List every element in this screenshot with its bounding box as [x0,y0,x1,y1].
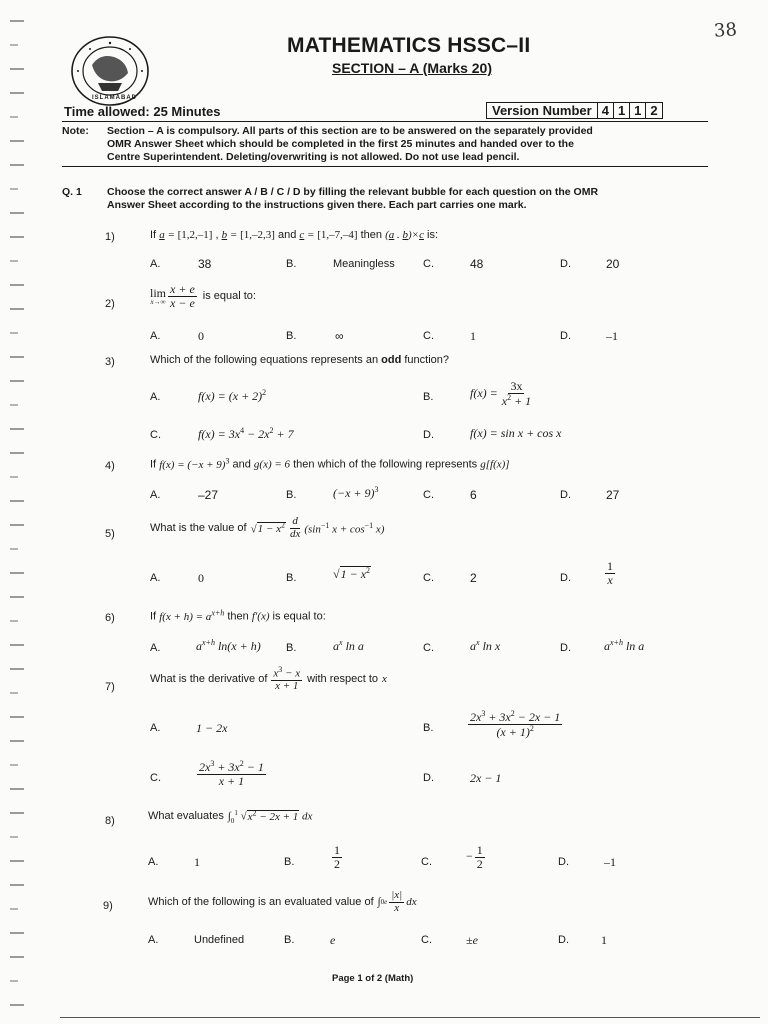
question-text [148,890,417,914]
board-seal-logo [70,35,150,107]
question-word: then [227,610,249,623]
option-math: 1 − 2x [196,721,228,735]
binding-mark [10,884,24,886]
option-letter: C. [150,429,161,441]
question-word: What is the value of [150,522,247,535]
question-number: 8) [105,815,115,827]
option-letter: D. [560,258,571,270]
option-letter: D. [560,642,571,654]
binding-mark [10,188,18,190]
option-math: − $\frac{1}{2}$ [466,843,483,871]
version-digit: 4 [597,103,613,118]
vector-a-value: [1,2,–1] [177,229,213,241]
binding-mark [10,140,24,142]
derivative-expression: f′(x) [251,610,270,623]
question-text: If a = [1,2,–1] , b = [1,–2,3] and c = [1,–7,–4] then (a . b)×c is: [150,229,439,241]
binding-mark [10,620,18,622]
inverse-trig-sum: ($\sin^{-1}$ $x + \cos^{-1} x$) [304,520,385,536]
binding-mark [10,668,24,670]
binding-mark [10,476,18,478]
binding-mark [10,788,24,790]
binding-mark [10,716,24,718]
binding-mark [10,356,24,358]
option-value: 2 [470,571,477,585]
page-footer: Page 1 of 2 (Math) [332,973,414,984]
option-letter: C. [423,330,434,342]
function-g: g(x) = 6 [253,458,291,471]
question-text [150,666,387,693]
binding-mark [10,596,24,598]
option-math: e [330,933,336,947]
instruction-line: Choose the correct answer A / B / C / D by filling the relevant bubble for each question on the OMR [107,186,599,198]
question-word: What evaluates [148,810,224,823]
derivative-operator: $\frac{d}{dx}$ [289,515,301,540]
option-value: 27 [606,488,620,502]
binding-mark [10,692,18,694]
option-value: 1 [601,933,607,947]
option-letter: A. [150,258,161,270]
option-letter: A. [150,391,161,403]
option-math: 2x − 1 [470,771,502,785]
option-letter: B. [286,642,297,654]
option-math: $f(x) = 3x^4 - 2x^2 + 7$ [198,426,294,441]
option-letter: B. [284,934,295,946]
option-math: 0 [198,571,204,585]
option-math: $\frac{2x^3 + 3x^2 - 2x - 1}{(x + 1)^2}$ [470,709,561,739]
binding-mark [10,116,18,118]
binding-mark [10,44,18,46]
option-value: 48 [470,257,484,271]
option-letter: C. [423,572,434,584]
question-number: 7) [105,681,115,693]
question-number: 6) [105,612,115,624]
option-letter: D. [558,856,569,868]
page-title: MATHEMATICS HSSC–II [287,34,531,57]
question-number: 4) [105,460,115,472]
binding-mark [10,428,24,430]
option-letter: C. [421,856,432,868]
option-value: Undefined [194,934,245,946]
question-emphasis: odd [381,354,402,366]
question-instructions [107,186,707,212]
option-letter: D. [560,572,571,584]
binding-mark [10,956,24,958]
option-value: 1 [194,855,200,869]
binding-mark [10,332,18,334]
binding-mark [10,812,24,814]
option-math: $\frac{2x^3 + 3x^2 - 1}{x + 1}$ [199,759,264,788]
option-math: $a^x$ ln x [470,638,501,653]
question-word: If [150,610,157,623]
option-math: f(x) = sin x + cos x [470,426,562,440]
option-math: $√1 - x^2$ [333,566,371,581]
binding-mark [10,68,24,70]
divider [62,121,708,122]
option-letter: D. [558,934,569,946]
version-digit: 2 [645,103,661,118]
note-line: Centre Superintendent. Deleting/overwriting is not allowed. Do not use lead pencil. [107,151,520,163]
option-letter: D. [560,489,571,501]
binding-mark [10,524,24,526]
option-letter: A. [150,330,161,342]
instruction-line: Answer Sheet according to the instructions given there. Each part carries one mark. [107,199,527,211]
limit-expression: lim x→∞ [150,285,167,306]
option-value: 38 [198,257,212,271]
binding-mark [10,452,24,454]
option-letter: A. [150,489,161,501]
option-value: –1 [606,329,618,343]
option-letter: C. [150,772,161,784]
version-number-box [486,102,663,119]
question-word: function? [401,354,450,366]
binding-mark [10,164,24,166]
note-label: Note: [62,125,89,137]
binding-mark [10,212,24,214]
question-number: 1) [105,231,115,243]
binding-mark [10,404,18,406]
question-number: 2) [105,298,115,310]
binding-mark [10,1004,24,1006]
option-letter: A. [148,934,159,946]
version-digit: 1 [629,103,645,118]
question-word: is: [427,229,439,241]
binding-mark [10,908,18,910]
binding-mark [10,92,24,94]
option-letter: D. [560,330,571,342]
question-number: 5) [105,528,115,540]
question-word: then which of the following represents [293,458,478,471]
note-line: OMR Answer Sheet which should be completed in the first 25 minutes and handed over to the [107,138,574,150]
option-letter: C. [423,489,434,501]
time-allowed: Time allowed: 25 Minutes [64,104,221,119]
question-word: What is the derivative of [150,673,268,686]
question-text [150,456,510,471]
function-f: $f(x) = (-x + 9)^3$ [159,456,230,471]
binding-margin [10,20,30,1010]
binding-mark [10,572,24,574]
binding-mark [10,644,24,646]
option-letter: B. [423,722,434,734]
option-math: $a^{x+h}$ ln a [604,638,645,653]
question-number: 3) [105,356,115,368]
binding-mark [10,260,18,262]
option-letter: A. [148,856,159,868]
vector-b: b = [221,229,241,241]
option-value: 6 [470,488,477,502]
option-letter: C. [423,642,434,654]
composite-function: g[f(x)] [480,458,510,471]
question-word: with respect to [307,673,379,686]
bottom-edge [60,1017,760,1018]
binding-mark [10,284,24,286]
option-math: $f(x) = (x + 2)^2$ [198,388,267,403]
vector-expression: (a . b)×c [385,229,424,241]
option-letter: B. [284,856,295,868]
divider [62,166,708,167]
note-line: Section – A is compulsory. All parts of this section are to be answered on the separately provided [107,125,593,137]
option-letter: A. [150,572,161,584]
question-word: If [150,229,157,241]
vector-b-value: [1,–2,3] [240,229,275,241]
option-value: –1 [604,855,616,869]
option-math: $a^x$ ln a [333,638,364,653]
binding-mark [10,932,24,934]
variable-x: x [382,673,387,686]
function-expression: $f(x + h) = a^{x+h}$ [159,608,225,623]
option-math: ±e [466,933,478,947]
vector-a: a = [159,229,178,241]
option-value: –27 [198,488,219,502]
option-letter: A. [150,642,161,654]
binding-mark [10,836,18,838]
question-text [148,808,312,825]
question-word: then [360,229,383,241]
option-value: Meaningless [333,258,395,270]
option-letter: B. [286,489,297,501]
integral-expression: ∫ 0 e $\frac{|x|}{x}$ dx [377,889,417,914]
question-word: is equal to: [272,610,326,623]
binding-mark [10,740,24,742]
option-letter: B. [286,258,297,270]
binding-mark [10,380,24,382]
option-letter: A. [150,722,161,734]
question-text [150,283,256,309]
question-text [150,516,384,540]
question-word: Which of the following equations represents an [150,354,382,366]
option-value: 20 [606,257,620,271]
derivative-fraction: $\frac{x^3 - x}{x + 1}$ [273,665,301,693]
question-word: If [150,458,157,471]
binding-mark [10,860,24,862]
section-heading: SECTION – A (Marks 20) [332,60,493,76]
limit-fraction: $\frac{x + e}{x - e}$ [170,282,195,310]
vector-c-value: [1,–7,–4] [317,229,358,241]
option-value: 0 [198,329,204,343]
option-math: $\frac{1}{x}$ [607,559,613,587]
binding-mark [10,764,18,766]
option-value: 1 [470,329,476,343]
binding-mark [10,20,24,22]
option-letter: C. [421,934,432,946]
binding-mark [10,236,24,238]
question-text [150,608,326,623]
version-label: Version Number [492,103,592,118]
option-letter: B. [286,572,297,584]
question-text [150,354,449,366]
option-math: $a^{x+h}$ ln(x + h) [196,638,261,653]
seal-text: ISLAMABAD [92,95,137,101]
option-value: ∞ [335,329,344,343]
question-number: 9) [103,900,113,912]
sqrt-expression: $√1 - x^2$ [250,520,285,536]
option-letter: C. [423,258,434,270]
option-math: f(x) = $\frac{3x}{x^2 + 1}$ [470,379,532,408]
question-label: Q. 1 [62,186,82,198]
binding-mark [10,308,24,310]
question-word: and [232,458,251,471]
question-word: is equal to: [202,290,256,303]
integral-expression: $\int_0^1$ $√x^2 - 2x + 1$ dx [227,808,313,825]
binding-mark [10,500,24,502]
note-text [107,125,707,164]
version-digit: 1 [613,103,629,118]
binding-mark [10,980,18,982]
option-letter: B. [423,391,434,403]
option-math: $(-x + 9)^3$ [333,485,379,500]
option-math: $\frac{1}{2}$ [334,843,340,871]
vector-c: c = [299,229,318,241]
option-letter: D. [423,772,434,784]
binding-mark [10,548,18,550]
handwritten-page-number: 38 [713,19,738,42]
option-letter: B. [286,330,297,342]
question-word: Which of the following is an evaluated value of [148,896,374,909]
question-word: and [277,229,297,241]
option-letter: D. [423,429,434,441]
